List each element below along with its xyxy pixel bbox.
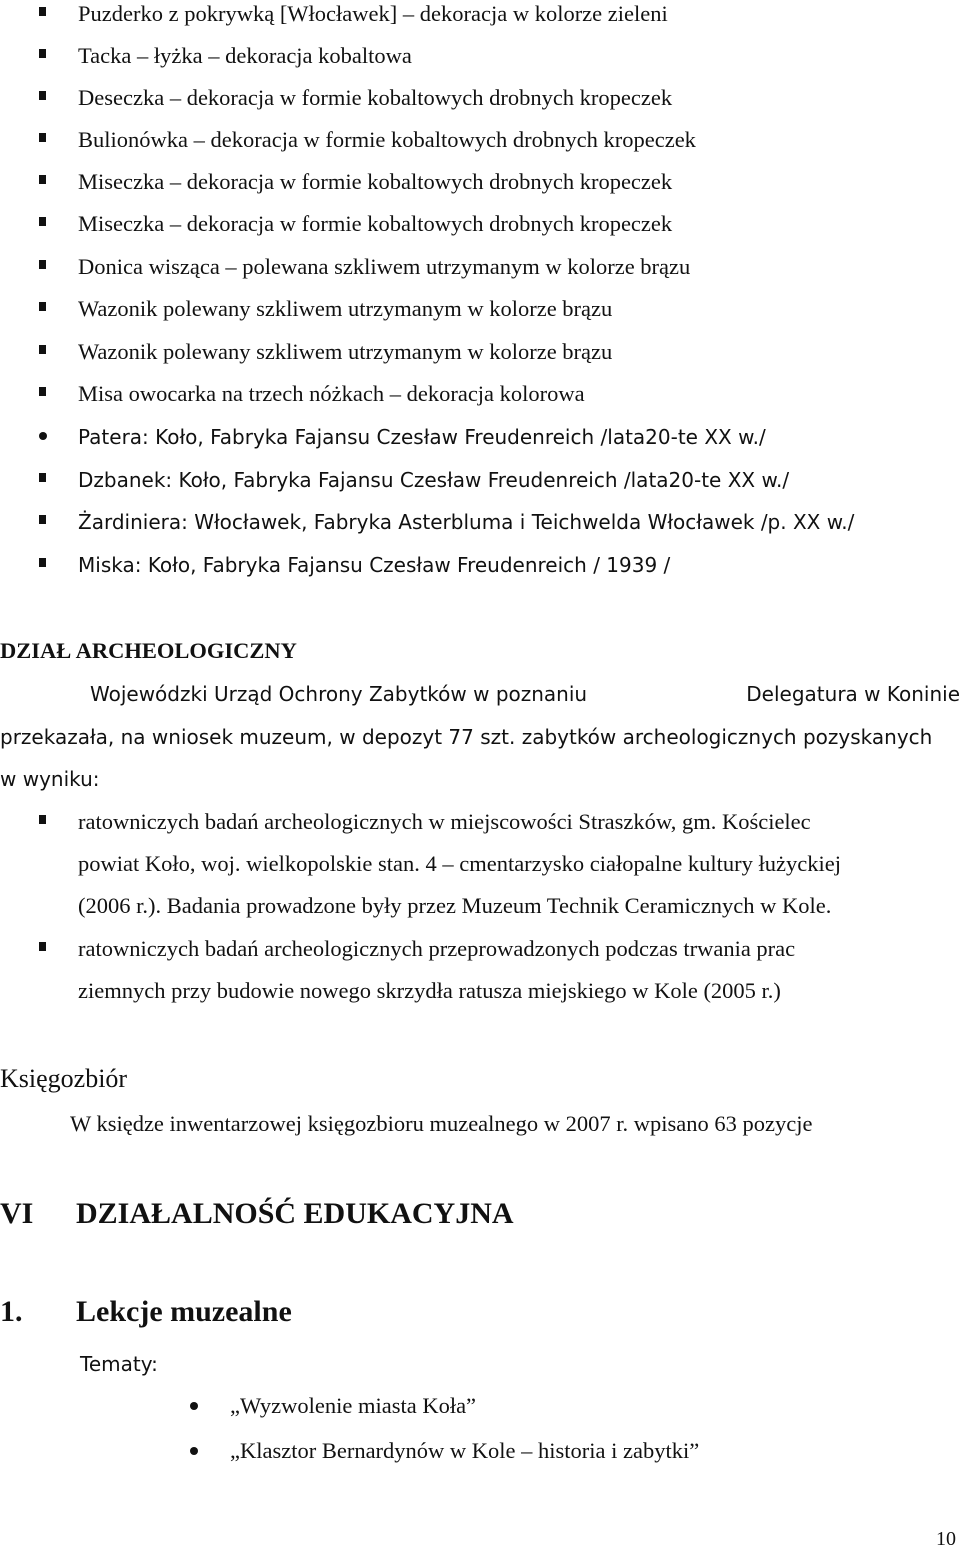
list-item: Misa owocarka na trzech nóżkach – dekoracja kolorowa — [78, 381, 585, 406]
square-bullet-icon — [39, 815, 46, 824]
list-item: Miseczka – dekoracja w formie kobaltowych drobnych kropeczek — [78, 211, 673, 236]
topic-item: „Klasztor Bernardynów w Kole – historia i zabytki” — [230, 1438, 700, 1463]
archeo-para-line1-left: Wojewódzki Urząd Ochrony Zabytków w poznaniu — [90, 682, 588, 706]
archeo-heading: DZIAŁ ARCHEOLOGICZNY — [0, 638, 297, 663]
page-number: 10 — [936, 1528, 956, 1550]
square-bullet-icon — [39, 260, 46, 269]
list-item: Żardiniera: Włocławek, Fabryka Asterbluma i Teichwelda Włocławek /p. XX w./ — [78, 510, 855, 534]
list-item: Patera: Koło, Fabryka Fajansu Czesław Freudenreich /lata20-te XX w./ — [78, 425, 766, 449]
books-heading: Księgozbiór — [0, 1064, 128, 1093]
subsection-title: Lekcje muzealne — [76, 1295, 292, 1328]
list-item: Wazonik polewany szkliwem utrzymanym w kolorze brązu — [78, 339, 613, 364]
list-item-continuation: (2006 r.). Badania prowadzone były przez Muzeum Technik Ceramicznych w Kole. — [78, 893, 832, 918]
list-item: Deseczka – dekoracja w formie kobaltowych drobnych kropeczek — [78, 85, 673, 110]
list-item: Miska: Koło, Fabryka Fajansu Czesław Freudenreich / 1939 / — [78, 553, 671, 577]
list-item: ratowniczych badań archeologicznych przeprowadzonych podczas trwania prac — [78, 936, 796, 961]
list-item: Bulionówka – dekoracja w formie kobaltowych drobnych kropeczek — [78, 127, 696, 152]
square-bullet-icon — [39, 91, 46, 100]
archeo-para-line2: przekazała, na wniosek muzeum, w depozyt 77 szt. zabytków archeologicznych pozyskanych — [0, 725, 933, 749]
square-bullet-icon — [39, 558, 46, 567]
list-item: Wazonik polewany szkliwem utrzymanym w kolorze brązu — [78, 296, 613, 321]
square-bullet-icon — [39, 942, 46, 951]
books-text: W księdze inwentarzowej księgozbioru muzealnego w 2007 r. wpisano 63 pozycje — [70, 1111, 813, 1136]
square-bullet-icon — [39, 473, 46, 482]
square-bullet-icon — [39, 387, 46, 396]
round-bullet-icon — [190, 1402, 198, 1410]
subsection-number: 1. — [0, 1295, 23, 1328]
section-title: DZIAŁALNOŚĆ EDUKACYJNA — [76, 1197, 514, 1230]
round-bullet-icon — [39, 432, 47, 440]
list-item: ratowniczych badań archeologicznych w miejscowości Straszków, gm. Kościelec — [78, 809, 811, 834]
square-bullet-icon — [39, 217, 46, 226]
list-item-continuation: powiat Koło, woj. wielkopolskie stan. 4 – cmentarzysko ciałopalne kultury łużyckiej — [78, 851, 841, 876]
list-item: Miseczka – dekoracja w formie kobaltowych drobnych kropeczek — [78, 169, 673, 194]
square-bullet-icon — [39, 345, 46, 354]
square-bullet-icon — [39, 302, 46, 311]
square-bullet-icon — [39, 133, 46, 142]
list-item: Puzderko z pokrywką [Włocławek] – dekoracja w kolorze zieleni — [78, 1, 668, 26]
list-item: Tacka – łyżka – dekoracja kobaltowa — [78, 43, 412, 68]
round-bullet-icon — [190, 1447, 198, 1455]
topics-label: Tematy: — [80, 1352, 158, 1376]
section-number: VI — [0, 1197, 34, 1230]
square-bullet-icon — [39, 175, 46, 184]
list-item: Donica wisząca – polewana szkliwem utrzymanym w kolorze brązu — [78, 254, 691, 279]
square-bullet-icon — [39, 515, 46, 524]
list-item-continuation: ziemnych przy budowie nowego skrzydła ratusza miejskiego w Kole (2005 r.) — [78, 978, 781, 1003]
square-bullet-icon — [39, 49, 46, 58]
archeo-para-line1-right: Delegatura w Koninie — [746, 682, 960, 706]
square-bullet-icon — [39, 7, 46, 16]
archeo-para-line3: w wyniku: — [0, 767, 100, 791]
list-item: Dzbanek: Koło, Fabryka Fajansu Czesław Freudenreich /lata20-te XX w./ — [78, 468, 790, 492]
topic-item: „Wyzwolenie miasta Koła” — [230, 1393, 477, 1418]
